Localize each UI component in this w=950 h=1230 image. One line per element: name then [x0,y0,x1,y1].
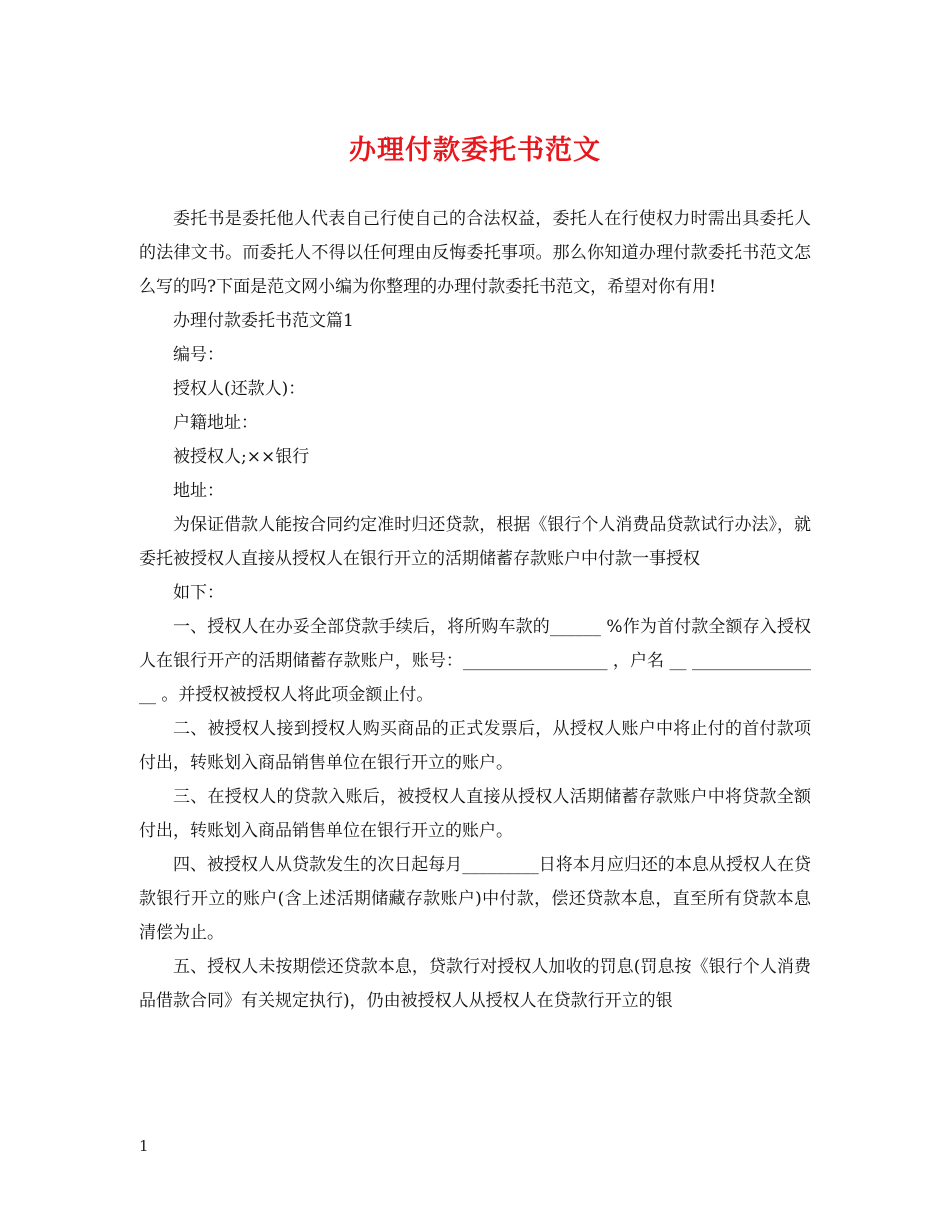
clause-4: 四、被授权人从贷款发生的次日起每月_________日将本月应归还的本息从授权人在贷款银行开立的账户(含上述活期储藏存款账户)中付款，偿还贷款本息，直至所有贷款本息清偿为止。 [139,855,811,943]
as-follows-line: 如下： [173,583,224,603]
section-heading: 办理付款委托书范文篇1 [173,311,354,331]
document-body [139,202,811,1018]
clause-1: 一、授权人在办妥全部贷款手续后，将所购车款的______ %作为首付款全额存入授权人在银行开产的活期储蓄存款账户，账号：_________________ ，户名 __ ________________ 。并授权被授权人将此项金额止付。 [139,617,811,705]
authorization-paragraph: 为保证借款人能按合同约定准时归还贷款，根据《银行个人消费品贷款试行办法》，就委托被授权人直接从授权人在银行开立的活期储蓄存款账户中付款一事授权 [139,515,811,569]
field-residence-address: 户籍地址： [173,413,258,433]
clause-5: 五、授权人未按期偿还贷款本息，贷款行对授权人加收的罚息(罚息按《银行个人消费品借款合同》有关规定执行)，仍由被授权人从授权人在贷款行开立的银 [139,957,811,1011]
clause-3: 三、在授权人的贷款入账后，被授权人直接从授权人活期储蓄存款账户中将贷款全额付出，转账划入商品销售单位在银行开立的账户。 [139,787,811,841]
field-number: 编号： [173,345,224,365]
document-title: 办理付款委托书范文 [349,135,601,166]
intro-paragraph: 委托书是委托他人代表自己行使自己的合法权益，委托人在行使权力时需出具委托人的法律文书。而委托人不得以任何理由反悔委托事项。那么你知道办理付款委托书范文怎么写的吗?下面是范文网小编为你整理的办理付款委托书范文，希望对你有用! [139,209,811,297]
field-grantee: 被授权人;××银行 [173,447,310,467]
field-grantor: 授权人(还款人)： [173,379,306,399]
field-address: 地址： [173,481,224,501]
page-number: 1 [139,1137,149,1155]
clause-2: 二、被授权人接到授权人购买商品的正式发票后，从授权人账户中将止付的首付款项付出，转账划入商品销售单位在银行开立的账户。 [139,719,811,773]
